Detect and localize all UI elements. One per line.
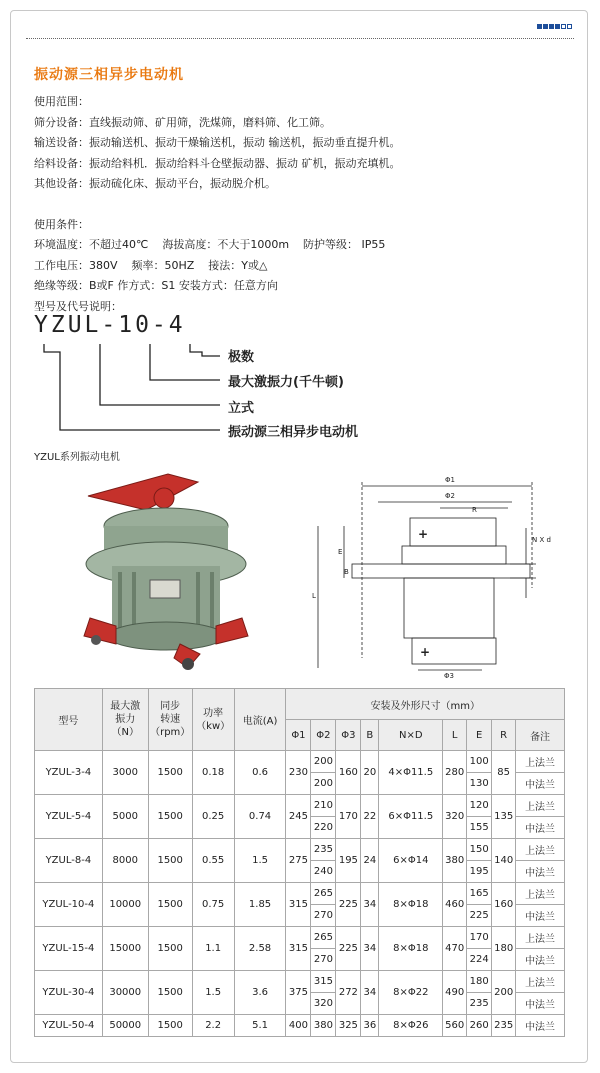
cell-speed: 1500: [148, 927, 192, 971]
cell-power: 0.18: [192, 751, 234, 795]
cell-l: 490: [443, 971, 467, 1015]
cell-b: 20: [361, 751, 379, 795]
cell-power: 1.5: [192, 971, 234, 1015]
cell-phi2: 265: [311, 927, 336, 949]
cell-e: 170: [467, 927, 492, 949]
svg-text:+: +: [418, 527, 429, 541]
cell-phi3: 160: [336, 751, 361, 795]
cell-phi3: 272: [336, 971, 361, 1015]
cell-nd: 4×Φ11.5: [379, 751, 443, 795]
cell-current: 5.1: [234, 1015, 286, 1037]
cell-e: 165: [467, 883, 492, 905]
model-heading: 型号及代号说明：: [34, 299, 122, 313]
cell-model: YZUL-10-4: [35, 883, 103, 927]
cell-phi2: 315: [311, 971, 336, 993]
table-row: [35, 927, 565, 949]
cell-speed: 1500: [148, 883, 192, 927]
motor-photo: [76, 468, 256, 678]
cell-note: 上法兰: [516, 751, 565, 773]
cell-nd: 8×Φ22: [379, 971, 443, 1015]
th-note: 备注: [516, 720, 565, 751]
cell-r: 180: [492, 927, 516, 971]
cell-phi1: 275: [286, 839, 311, 883]
condition-line: 绝缘等级：B或F 作方式：S1 安装方式：任意方向: [34, 279, 278, 292]
cell-e: 120: [467, 795, 492, 817]
cell-speed: 1500: [148, 751, 192, 795]
cell-note: 上法兰: [516, 795, 565, 817]
cell-l: 460: [443, 883, 467, 927]
label-phi2: Φ2: [445, 492, 455, 500]
dimension-drawing: [300, 468, 565, 680]
model-code-diagram: [0, 0, 600, 460]
scope-heading: 使用范围：: [34, 95, 89, 108]
cell-force: 3000: [102, 751, 148, 795]
cell-phi2: 210: [311, 795, 336, 817]
cell-e: 224: [467, 949, 492, 971]
label-phi1: Φ1: [445, 476, 455, 484]
page-title: 振动源三相异步电动机: [34, 67, 184, 83]
legend-motor: 振动源三相异步电动机: [228, 425, 359, 440]
legend-poles: 极数: [228, 350, 255, 365]
cell-phi1: 230: [286, 751, 311, 795]
cell-r: 140: [492, 839, 516, 883]
cell-note: 上法兰: [516, 971, 565, 993]
table-row: [35, 839, 565, 861]
cell-force: 5000: [102, 795, 148, 839]
cell-phi1: 400: [286, 1015, 311, 1037]
condition-line: 环境温度：不超过40℃ 海拔高度：不大于1000m 防护等级： IP55: [34, 238, 386, 251]
spec-table: [34, 688, 565, 1037]
cell-phi2: 380: [311, 1015, 336, 1037]
cell-speed: 1500: [148, 1015, 192, 1037]
cell-speed: 1500: [148, 795, 192, 839]
table-row: [35, 795, 565, 817]
table-row: [35, 971, 565, 993]
th-dimensions: 安装及外形尺寸（mm）: [286, 689, 565, 720]
figure-caption: YZUL系列振动电机: [34, 452, 120, 463]
cell-note: 上法兰: [516, 927, 565, 949]
cell-phi2: 240: [311, 861, 336, 883]
legend-force: 最大激振力(千牛顿): [228, 375, 344, 390]
cell-phi3: 170: [336, 795, 361, 839]
th-model: 型号: [35, 689, 103, 751]
th-nd: N×D: [379, 720, 443, 751]
cell-phi2: 265: [311, 883, 336, 905]
cell-b: 34: [361, 971, 379, 1015]
cell-current: 3.6: [234, 971, 286, 1015]
cell-b: 24: [361, 839, 379, 883]
cell-e: 180: [467, 971, 492, 993]
cell-force: 8000: [102, 839, 148, 883]
cell-phi3: 325: [336, 1015, 361, 1037]
cell-e: 150: [467, 839, 492, 861]
cell-note: 中法兰: [516, 993, 565, 1015]
th-current: 电流(A): [234, 689, 286, 751]
cell-current: 0.6: [234, 751, 286, 795]
cell-phi3: 225: [336, 927, 361, 971]
cell-phi2: 200: [311, 751, 336, 773]
cell-force: 10000: [102, 883, 148, 927]
cell-model: YZUL-30-4: [35, 971, 103, 1015]
table-row: [35, 751, 565, 773]
cell-current: 2.58: [234, 927, 286, 971]
cell-nd: 6×Φ14: [379, 839, 443, 883]
cell-l: 320: [443, 795, 467, 839]
table-row: [35, 1015, 565, 1037]
cell-note: 中法兰: [516, 817, 565, 839]
cell-b: 22: [361, 795, 379, 839]
cell-e: 130: [467, 773, 492, 795]
label-l: L: [312, 592, 316, 600]
scope-line: 输送设备：振动输送机、振动干燥输送机，振动 输送机，振动垂直提升机。: [34, 136, 401, 149]
cell-r: 85: [492, 751, 516, 795]
th-b: B: [361, 720, 379, 751]
cell-b: 34: [361, 883, 379, 927]
cell-phi1: 245: [286, 795, 311, 839]
cell-phi3: 225: [336, 883, 361, 927]
label-nxd: N X d: [532, 536, 551, 544]
cell-nd: 8×Φ18: [379, 927, 443, 971]
cell-phi2: 235: [311, 839, 336, 861]
cell-note: 上法兰: [516, 839, 565, 861]
cell-model: YZUL-50-4: [35, 1015, 103, 1037]
cell-power: 1.1: [192, 927, 234, 971]
label-r: R: [472, 506, 477, 514]
scope-line: 筛分设备：直线振动筛、矿用筛，洗煤筛，磨料筛、化工筛。: [34, 115, 331, 129]
cell-speed: 1500: [148, 839, 192, 883]
model-code: YZUL-10-4: [34, 312, 186, 338]
cell-phi1: 315: [286, 883, 311, 927]
cell-model: YZUL-3-4: [35, 751, 103, 795]
cell-e: 260: [467, 1015, 492, 1037]
th-phi3: Φ3: [336, 720, 361, 751]
th-phi1: Φ1: [286, 720, 311, 751]
label-b: B: [344, 568, 349, 576]
cell-nd: 6×Φ11.5: [379, 795, 443, 839]
th-e: E: [467, 720, 492, 751]
cell-b: 34: [361, 927, 379, 971]
scope-line: 其他设备：振动硫化床、振动平台，振动脱介机。: [34, 177, 276, 190]
cell-e: 155: [467, 817, 492, 839]
cell-e: 195: [467, 861, 492, 883]
cell-phi1: 375: [286, 971, 311, 1015]
cell-l: 560: [443, 1015, 467, 1037]
cell-force: 30000: [102, 971, 148, 1015]
conditions-heading: 使用条件：: [34, 217, 89, 231]
th-force: 最大激 振力 （N）: [102, 689, 148, 751]
cell-e: 225: [467, 905, 492, 927]
cell-phi2: 320: [311, 993, 336, 1015]
condition-line: 工作电压：380V 频率：50HZ 接法：Y或△: [34, 258, 268, 272]
cell-note: 中法兰: [516, 773, 565, 795]
cell-phi2: 200: [311, 773, 336, 795]
cell-force: 50000: [102, 1015, 148, 1037]
svg-text:+: +: [420, 645, 431, 659]
cell-l: 280: [443, 751, 467, 795]
cell-phi3: 195: [336, 839, 361, 883]
th-speed: 同步 转速 （rpm）: [148, 689, 192, 751]
cell-speed: 1500: [148, 971, 192, 1015]
cell-note: 中法兰: [516, 949, 565, 971]
cell-note: 中法兰: [516, 861, 565, 883]
table-row: [35, 883, 565, 905]
cell-power: 2.2: [192, 1015, 234, 1037]
cell-r: 160: [492, 883, 516, 927]
cell-r: 235: [492, 1015, 516, 1037]
th-r: R: [492, 720, 516, 751]
cell-model: YZUL-8-4: [35, 839, 103, 883]
cell-phi1: 315: [286, 927, 311, 971]
cell-note: 中法兰: [516, 1015, 565, 1037]
cell-nd: 8×Φ26: [379, 1015, 443, 1037]
cell-current: 0.74: [234, 795, 286, 839]
cell-phi2: 220: [311, 817, 336, 839]
th-power: 功率 （kw）: [192, 689, 234, 751]
legend-vertical: 立式: [228, 401, 255, 416]
cell-power: 0.75: [192, 883, 234, 927]
cell-b: 36: [361, 1015, 379, 1037]
cell-power: 0.55: [192, 839, 234, 883]
cell-force: 15000: [102, 927, 148, 971]
label-e: E: [338, 548, 343, 556]
cell-note: 上法兰: [516, 883, 565, 905]
cell-phi2: 270: [311, 905, 336, 927]
th-phi2: Φ2: [311, 720, 336, 751]
th-l: L: [443, 720, 467, 751]
cell-model: YZUL-5-4: [35, 795, 103, 839]
cell-model: YZUL-15-4: [35, 927, 103, 971]
cell-current: 1.5: [234, 839, 286, 883]
cell-l: 380: [443, 839, 467, 883]
cell-e: 100: [467, 751, 492, 773]
cell-r: 135: [492, 795, 516, 839]
cell-r: 200: [492, 971, 516, 1015]
label-phi3: Φ3: [444, 672, 454, 680]
cell-l: 470: [443, 927, 467, 971]
scope-line: 给料设备：振动给料机．振动给料斗仓壁振动器、振动 矿机，振动充填机。: [34, 156, 401, 170]
cell-current: 1.85: [234, 883, 286, 927]
cell-e: 235: [467, 993, 492, 1015]
cell-power: 0.25: [192, 795, 234, 839]
cell-nd: 8×Φ18: [379, 883, 443, 927]
cell-note: 中法兰: [516, 905, 565, 927]
cell-phi2: 270: [311, 949, 336, 971]
